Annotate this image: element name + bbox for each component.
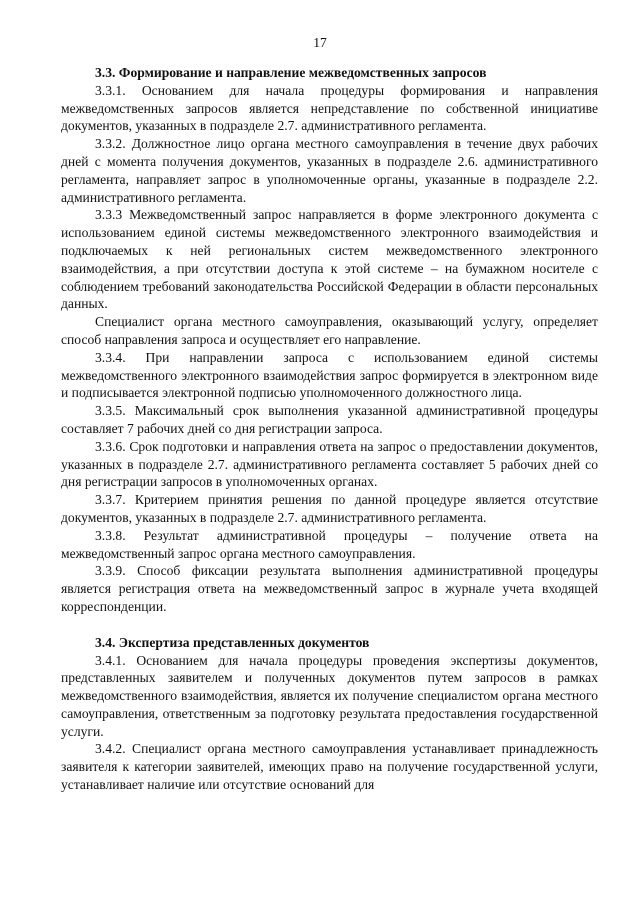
paragraph-3-3-4: 3.3.4. При направлении запроса с использованием единой системы межведомственного электронного взаимодействия запрос формируется в электронном виде и подписывается электронной подписью уполномоченного должностного лица. [61,349,598,401]
section-heading-3-4: 3.4. Экспертиза представленных документов [95,634,370,650]
paragraph-3-3-9: 3.3.9. Способ фиксации результата выполнения административной процедуры является регистрация ответа на межведомственный запрос в журнале учета входящей корреспонденции. [61,563,598,614]
page-number: 17 [313,35,327,50]
paragraph-3-3-2: 3.3.2. Должностное лицо органа местного самоуправления в течение двух рабочих дней с момента получения документов, указанных в подразделе 2.6. административного регламента, направляет запрос в уполномоченные органы, указанные в подразделе 2.2. административного регламента. [61,136,598,205]
paragraph-specialist: Специалист органа местного самоуправления, оказывающий услугу, определяет способ направления запроса и осуществляет его направление. [61,314,598,347]
paragraph-3-4-1: 3.4.1. Основанием для начала процедуры проведения экспертизы документов, представленных заявителем и полученных документов путем запросов в рамках межведомственного взаимодействия, является их получение специалистом органа местного самоуправления, ответственным за подготовку результата предоставления государственной услуги. [61,652,598,739]
paragraph-3-3-6: 3.3.6. Срок подготовки и направления ответа на запрос о предоставлении документов, указанных в подразделе 2.7. административного регламента составляет 5 рабочих дней со дня регистрации запросов в уполномоченных органах. [61,438,598,490]
paragraph-3-3-1: 3.3.1. Основанием для начала процедуры формирования и направления межведомственных запросов является непредставление по собственной инициативе документов, указанных в подразделе 2.7. административного регламента. [61,82,598,134]
document-body [61,64,598,794]
paragraph-3-3-5: 3.3.5. Максимальный срок выполнения указанной административной процедуры составляет 7 рабочих дней со дня регистрации запроса. [61,403,598,436]
paragraph-3-3-8: 3.3.8. Результат административной процедуры – получение ответа на межведомственный запрос органа местного самоуправления. [61,527,598,561]
paragraph-3-3-3: 3.3.3 Межведомственный запрос направляется в форме электронного документа с использованием единой системы межведомственного электронного взаимодействия и подключаемых к ней региональных систем межведомственного электронного взаимодействия, а при отсутствии доступа к этой системе – на бумажном носителе с соблюдением требований законодательства Российской Федерации в области персональных данных. [61,207,598,312]
section-spacer [61,616,598,634]
paragraph-3-4-2: 3.4.2. Специалист органа местного самоуправления устанавливает принадлежность заявителя к категории заявителей, имеющих право на получение государственной услуги, устанавливает наличие или отсутствие оснований для [61,741,598,793]
section-heading-3-3: 3.3. Формирование и направление межведомственных запросов [95,65,487,80]
paragraph-3-3-7: 3.3.7. Критерием принятия решения по данной процедуре является отсутствие документов, указанных в подразделе 2.7. административного регламента. [61,492,598,525]
